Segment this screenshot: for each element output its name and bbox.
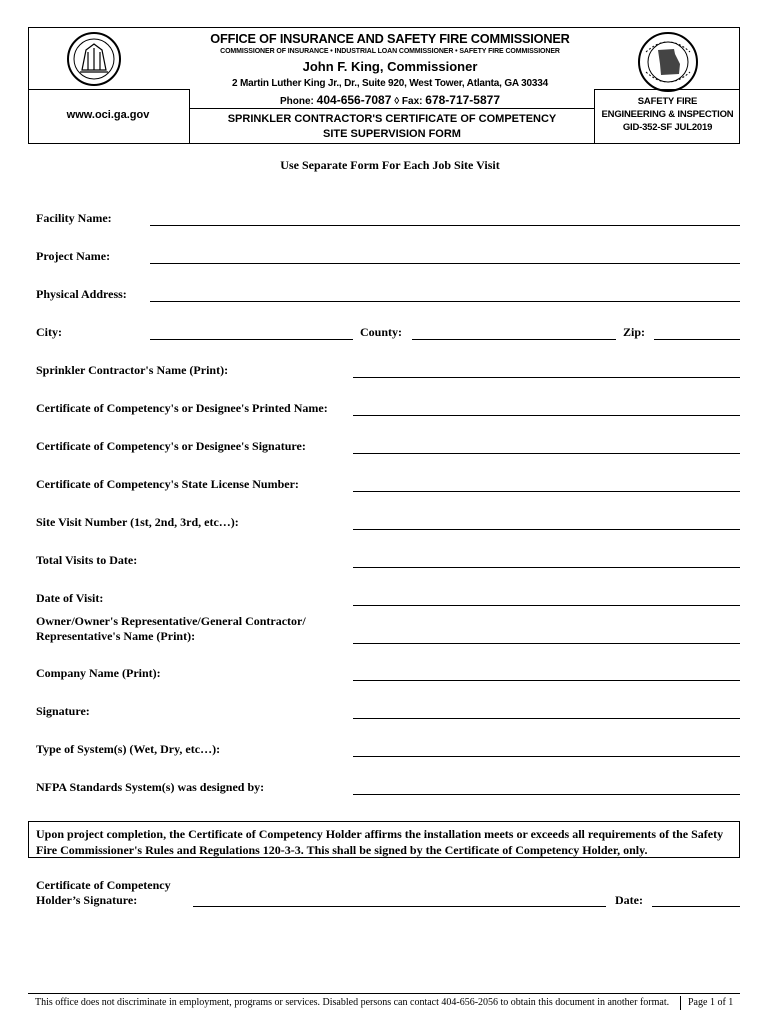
fax-number: 678-717-5877 — [425, 93, 500, 107]
division-box — [594, 89, 740, 144]
coc-signature-label: Certificate of Competency's or Designee's Signature: — [36, 439, 306, 453]
holder-date-label: Date: — [615, 893, 643, 907]
physical-address-label: Physical Address: — [36, 287, 127, 301]
owner-rep-field[interactable] — [353, 643, 740, 644]
project-name-field[interactable] — [150, 263, 740, 264]
office-address: 2 Martin Luther King Jr., Dr., Suite 920, West Tower, Atlanta, GA 30334 — [232, 78, 548, 89]
contractor-name-label: Sprinkler Contractor's Name (Print): — [36, 363, 229, 377]
zip-label: Zip: — [623, 325, 646, 339]
date-of-visit-label: Date of Visit: — [36, 591, 104, 605]
form-title-line2: SITE SUPERVISION FORM — [323, 128, 461, 140]
county-field[interactable] — [412, 339, 616, 340]
coc-printed-name-field[interactable] — [353, 415, 740, 416]
date-of-visit-field[interactable] — [353, 605, 740, 606]
footer — [28, 993, 740, 1012]
site-visit-number-label: Site Visit Number (1st, 2nd, 3rd, etc…): — [36, 515, 239, 529]
holder-date-field[interactable] — [652, 906, 740, 907]
contractor-name-field[interactable] — [353, 377, 740, 378]
footer-disclaimer: This office does not discriminate in employment, programs or services. Disabled persons can contact 404-656-2056 to obtain this document in another format. — [35, 997, 670, 1008]
company-name-field[interactable] — [353, 680, 740, 681]
signature-label: Signature: — [36, 704, 90, 718]
owner-rep-label-line2: Representative's Name (Print): — [36, 629, 196, 643]
instruction-text: Use Separate Form For Each Job Site Visit — [280, 158, 500, 172]
coc-printed-name-label: Certificate of Competency's or Designee's Printed Name: — [36, 401, 328, 415]
georgia-state-seal-icon — [44, 30, 144, 88]
page-number: Page 1 of 1 — [688, 997, 734, 1008]
total-visits-field[interactable] — [353, 567, 740, 568]
coc-signature-field[interactable] — [353, 453, 740, 454]
owner-rep-label-line1: Owner/Owner's Representative/General Contractor/ — [36, 614, 306, 628]
phone-label: Phone: — [280, 96, 314, 107]
site-visit-number-field[interactable] — [353, 529, 740, 530]
holder-label-line2: Holder’s Signature: — [36, 893, 138, 907]
facility-name-field[interactable] — [150, 225, 740, 226]
fax-label: Fax: — [401, 96, 423, 107]
safety-fire-commissioner-seal-icon — [636, 30, 700, 94]
form-title-line1: SPRINKLER CONTRACTOR'S CERTIFICATE OF COMPETENCY — [227, 113, 557, 125]
contact-line — [190, 93, 590, 107]
nfpa-label: NFPA Standards System(s) was designed by: — [36, 780, 265, 794]
completion-notice: Upon project completion, the Certificate of Competency Holder affirms the installation meets or exceeds all requirements of the Safety Fire Commissioner's Rules and Regulations 120-3-3. This shall be signed by the Certificate of Competency Holder, only. — [28, 821, 740, 858]
form-title-box — [190, 108, 594, 144]
phone-number: 404-656-7087 — [316, 93, 392, 107]
header-center — [190, 31, 590, 107]
system-type-field[interactable] — [353, 756, 740, 757]
coc-license-field[interactable] — [353, 491, 740, 492]
separator-diamond: ◊ — [394, 96, 400, 107]
coc-license-label: Certificate of Competency's State License Number: — [36, 477, 299, 491]
city-field[interactable] — [150, 339, 353, 340]
commissioner-name: John F. King, Commissioner — [302, 59, 478, 74]
zip-field[interactable] — [654, 339, 740, 340]
company-name-label: Company Name (Print): — [36, 666, 161, 680]
commissioner-roles: COMMISSIONER OF INSURANCE • INDUSTRIAL LOAN COMMISSIONER • SAFETY FIRE COMMISSIONER — [220, 48, 560, 55]
form-title — [190, 112, 594, 142]
signature-field[interactable] — [353, 718, 740, 719]
form-code: GID-352-SF JUL2019 — [622, 122, 713, 133]
footer-divider — [680, 996, 681, 1010]
division-line1: SAFETY FIRE — [637, 96, 698, 107]
website-link[interactable]: www.oci.ga.gov — [66, 109, 150, 121]
facility-name-label: Facility Name: — [36, 211, 112, 225]
holder-label-line1: Certificate of Competency — [36, 878, 171, 892]
holder-signature-field[interactable] — [193, 906, 606, 907]
physical-address-field[interactable] — [150, 301, 740, 302]
office-title: OFFICE OF INSURANCE AND SAFETY FIRE COMMISSIONER — [210, 31, 570, 46]
total-visits-label: Total Visits to Date: — [36, 553, 138, 567]
county-label: County: — [360, 325, 403, 339]
project-name-label: Project Name: — [36, 249, 111, 263]
website-box — [28, 89, 190, 144]
division-line2: ENGINEERING & INSPECTION — [601, 109, 734, 120]
city-label: City: — [36, 325, 62, 339]
nfpa-field[interactable] — [353, 794, 740, 795]
system-type-label: Type of System(s) (Wet, Dry, etc…): — [36, 742, 221, 756]
